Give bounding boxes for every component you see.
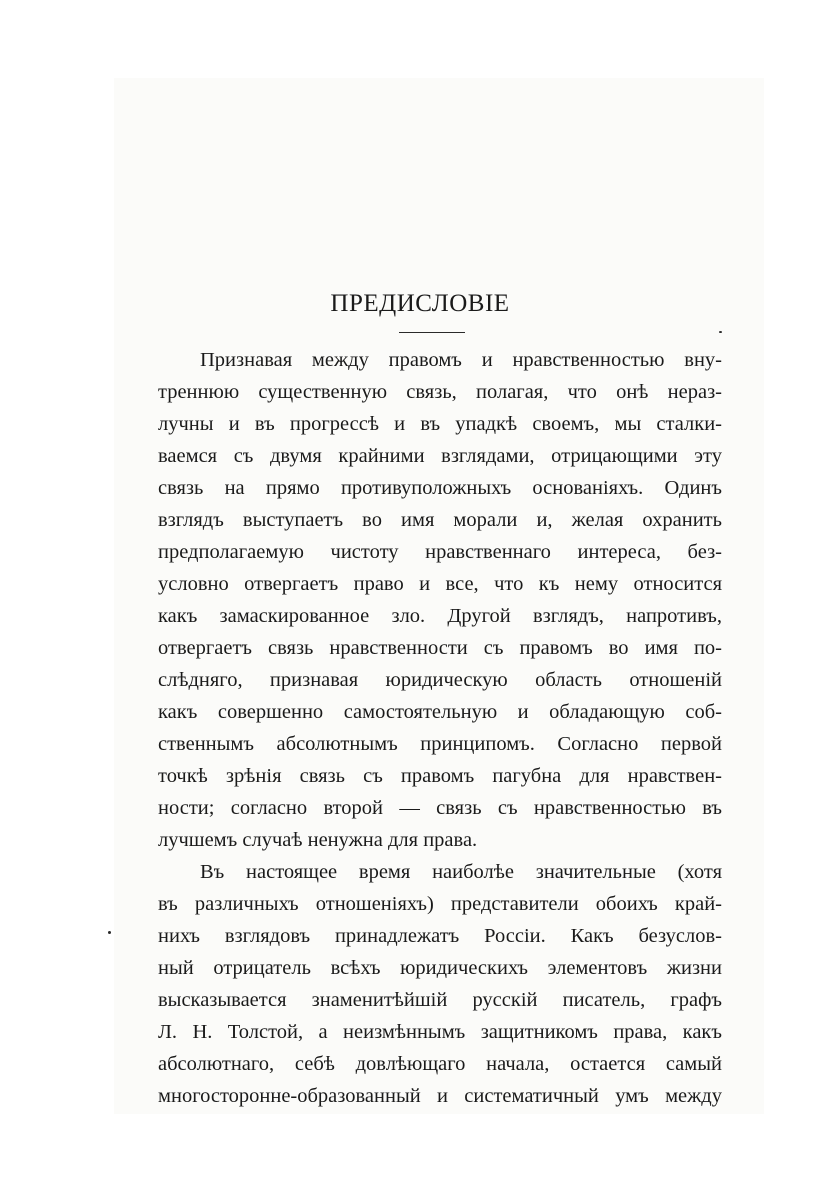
text-line: ственнымъ абсолютнымъ принципомъ. Согласно первой [158,733,722,755]
text-line: какъ замаскированное зло. Другой взглядъ, напротивъ, [158,605,722,627]
text-line: ный отрицатель всѣхъ юридическихъ элементовъ жизни [158,957,722,979]
text-line: ваемся съ двумя крайними взглядами, отрицающими эту [158,445,722,467]
text-line: лучшемъ случаѣ ненужна для права. [158,829,478,851]
text-line: многосторонне-образованный и систематичный умъ между [158,1085,722,1107]
text-line: Л. Н. Толстой, а неизмѣннымъ защитникомъ права, какъ [158,1021,722,1043]
paragraph-2 [158,856,722,1112]
text-line: слѣдняго, признавая юридическую область отношеній [158,669,722,691]
text-line: ности; согласно второй — связь съ нравственностью въ [158,797,722,819]
body-text [158,344,722,1112]
print-speck [719,331,722,333]
text-line: какъ совершенно самостоятельную и обладающую соб- [158,701,722,723]
text-line: взглядъ выступаетъ во имя морали и, желая охранить [158,509,722,531]
text-line: въ различныхъ отношеніяхъ) представители обоихъ край- [158,893,722,915]
print-speck [108,931,111,934]
text-line: условно отвергаетъ право и все, что къ нему относится [158,573,722,595]
text-line: отвергаетъ связь нравственности съ правомъ во имя по- [158,637,722,659]
text-line: Признавая между правомъ и нравственностью вну- [200,349,722,371]
text-line: точкѣ зрѣнія связь съ правомъ пагубна для нравствен- [158,765,722,787]
text-line: нихъ взглядовъ принадлежатъ Россіи. Какъ безуслов- [158,925,722,947]
title-rule [399,332,465,333]
text-line: связь на прямо противуположныхъ основаніяхъ. Одинъ [158,477,722,499]
text-line: высказывается знаменитѣйшій русскій писатель, графъ [158,989,722,1011]
text-line: лучны и въ прогрессѣ и въ упадкѣ своемъ, мы сталки- [158,413,722,435]
text-line: абсолютнаго, себѣ довлѣющаго начала, остается самый [158,1053,722,1075]
text-line: треннюю существенную связь, полагая, что онѣ нераз- [158,381,722,403]
page-title: ПРЕДИСЛОВІЕ [330,290,510,317]
text-line: предполагаемую чистоту нравственнаго интереса, без- [158,541,722,563]
paragraph-1 [158,344,722,856]
text-line: Въ настоящее время наиболѣе значительные (хотя [200,861,722,883]
